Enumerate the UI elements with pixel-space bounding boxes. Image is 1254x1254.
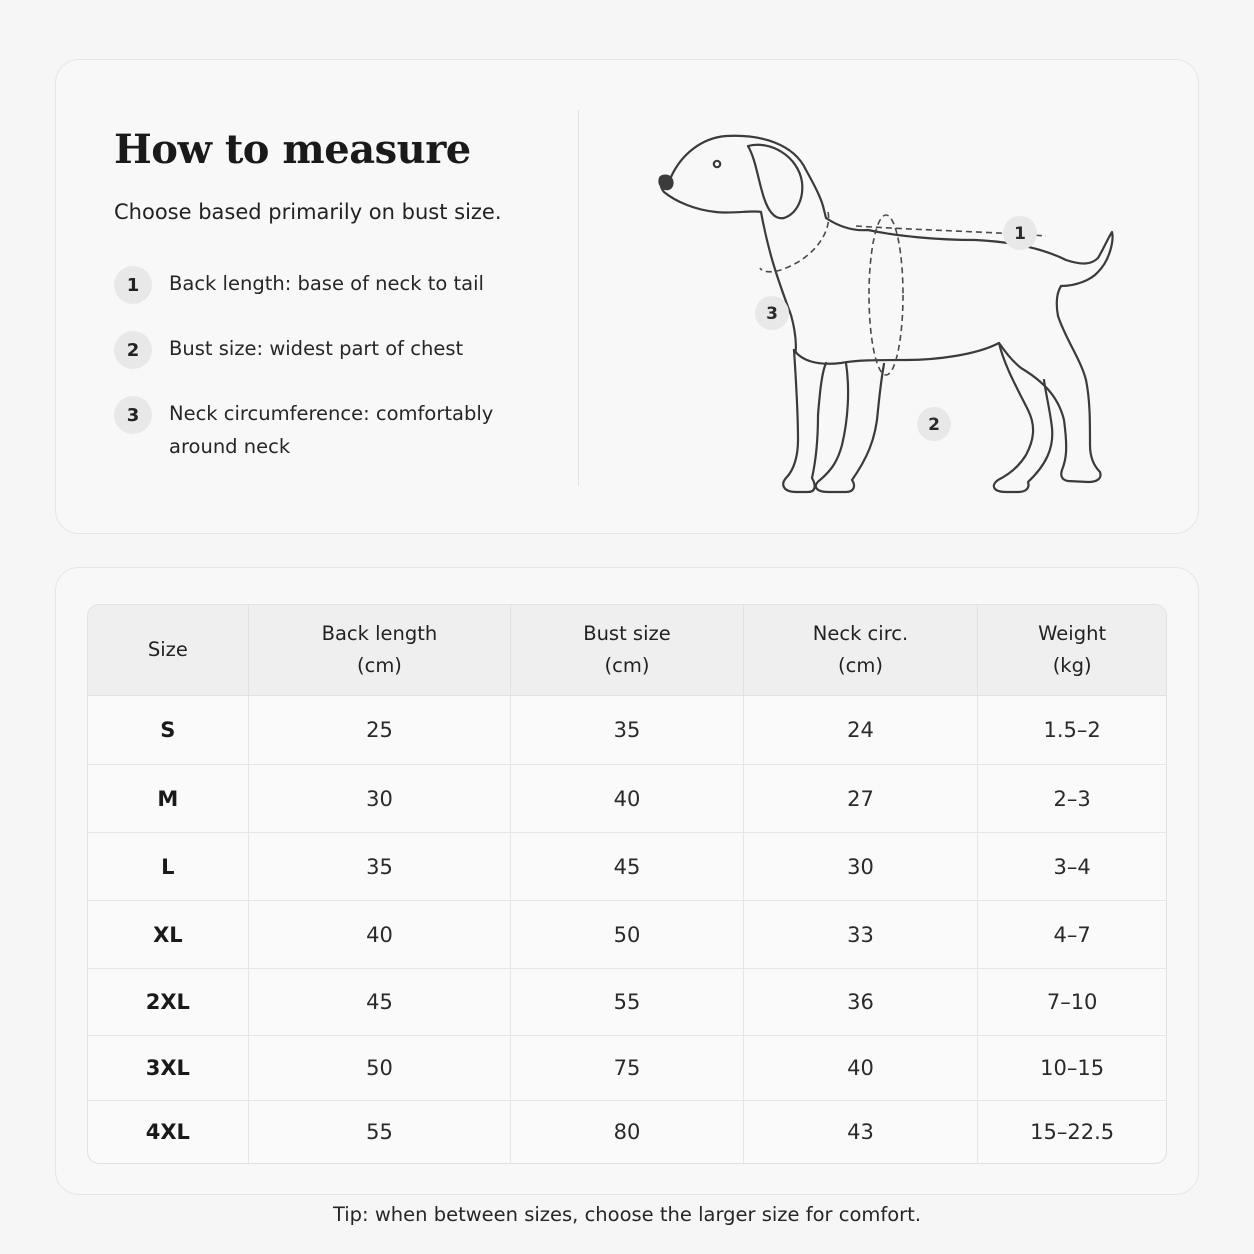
table-cell: 40: [744, 1036, 979, 1101]
table-cell: 7–10: [978, 969, 1166, 1036]
table-cell: 50: [511, 901, 744, 969]
column-header-unit: (cm): [604, 654, 650, 677]
marker-3-label: 3: [766, 304, 778, 324]
size-cell: L: [88, 833, 249, 901]
table-row: [88, 1101, 1166, 1163]
table-cell: 35: [511, 696, 744, 765]
table-cell: 80: [511, 1101, 744, 1163]
step-text: Back length: base of neck to tail: [169, 272, 484, 295]
table-cell: 45: [511, 833, 744, 901]
table-row: [88, 833, 1166, 901]
table-row: [88, 765, 1166, 833]
step-number-badge: 2: [114, 331, 152, 369]
column-header-unit: (kg): [1052, 654, 1092, 677]
size-cell: M: [88, 765, 249, 833]
step-text: Neck circumference: comfortably around neck: [169, 402, 494, 458]
size-cell: 3XL: [88, 1036, 249, 1101]
dog-body-outline: [671, 136, 1112, 482]
table-cell: 50: [249, 1036, 512, 1101]
table-cell: 27: [744, 765, 979, 833]
column-header: [88, 605, 249, 696]
table-cell: 33: [744, 901, 979, 969]
table-row: [88, 696, 1166, 765]
dog-chest-outline: [761, 212, 796, 353]
how-to-measure-card: [55, 59, 1199, 534]
dog-snout-outline: [661, 177, 761, 213]
dog-front-leg-2: [816, 363, 884, 492]
step-text: Bust size: widest part of chest: [169, 337, 464, 360]
size-cell: XL: [88, 901, 249, 969]
table-cell: 40: [249, 901, 512, 969]
table-cell: 75: [511, 1036, 744, 1101]
table-cell: 3–4: [978, 833, 1166, 901]
table-cell: 2–3: [978, 765, 1166, 833]
dog-eye: [714, 161, 720, 167]
column-header-unit: (cm): [838, 654, 883, 677]
table-cell: 45: [249, 969, 512, 1036]
table-cell: 4–7: [978, 901, 1166, 969]
size-cell: S: [88, 696, 249, 765]
table-cell: 24: [744, 696, 979, 765]
dog-nose: [659, 176, 672, 190]
dog-hind-leg: [994, 343, 1052, 492]
measure-step-1: [114, 272, 514, 304]
bust-dashed-loop: [869, 215, 903, 375]
table-cell: 36: [744, 969, 979, 1036]
column-header-unit: (cm): [356, 654, 402, 677]
step-number-badge: 1: [114, 266, 152, 304]
sizing-tip: Tip: when between sizes, choose the larger size for comfort.: [332, 1203, 922, 1226]
table-cell: 30: [249, 765, 512, 833]
column-header: [978, 605, 1166, 696]
column-header-label: Back length: [321, 622, 438, 645]
dog-ear: [748, 145, 802, 219]
section-subtitle: Choose based primarily on bust size.: [114, 200, 502, 224]
dog-outline-illustration: [616, 90, 1196, 520]
column-header-label: Bust size: [583, 622, 671, 645]
vertical-divider: [578, 110, 579, 486]
table-cell: 30: [744, 833, 979, 901]
size-chart-card: [55, 567, 1199, 1195]
table-cell: 35: [249, 833, 512, 901]
table-cell: 25: [249, 696, 512, 765]
table-row: [88, 901, 1166, 969]
column-header-label: Size: [147, 638, 188, 661]
table-cell: 15–22.5: [1030, 1120, 1115, 1144]
table-row: [88, 969, 1166, 1036]
measure-step-3: [114, 402, 514, 463]
size-cell: 2XL: [88, 969, 249, 1036]
size-cell: 4XL: [88, 1101, 249, 1163]
marker-2-label: 2: [928, 415, 940, 435]
neck-dashed-loop: [760, 212, 829, 272]
dog-front-leg-1: [783, 350, 826, 492]
column-header-label: Neck circ.: [812, 622, 909, 645]
column-header: [511, 605, 744, 696]
table-cell: 1.5–2: [978, 696, 1166, 765]
table-row: [88, 1036, 1166, 1101]
marker-1-label: 1: [1014, 224, 1026, 244]
table-cell: 43: [744, 1101, 979, 1163]
measure-step-2: [114, 337, 514, 369]
size-chart-table: [87, 604, 1167, 1164]
table-cell: 10–15: [978, 1036, 1166, 1101]
column-header: [744, 605, 979, 696]
column-header-label: Weight: [1038, 622, 1107, 645]
table-cell: 55: [511, 969, 744, 1036]
table-cell: 40: [511, 765, 744, 833]
section-title: How to measure: [114, 126, 471, 173]
step-number-badge: 3: [114, 396, 152, 434]
table-header-row: [88, 605, 1166, 696]
table-cell: 55: [249, 1101, 512, 1163]
table-body: [88, 696, 1166, 1163]
column-header: [249, 605, 512, 696]
